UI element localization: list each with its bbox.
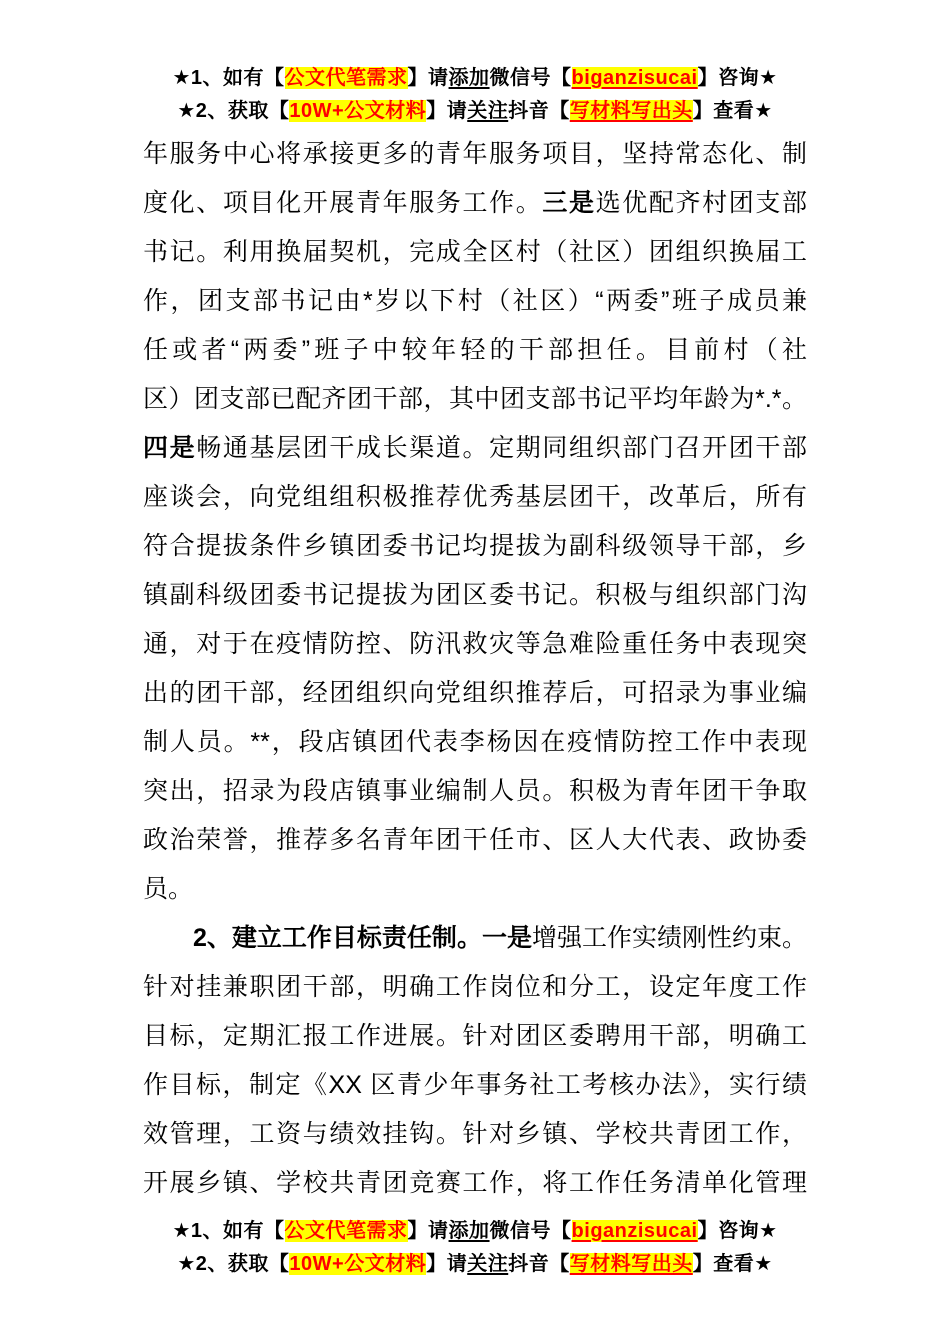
text-segment: 】查看★ <box>692 100 773 122</box>
body-text-line <box>143 816 807 865</box>
body-text-line <box>143 1110 807 1159</box>
text-segment: 制人员。**，段店镇团代表李杨因在疫情防控工作中表现 <box>143 728 807 756</box>
text-segment: 开展乡镇、学校共青团竞赛工作，将工作任务清单化管理 <box>143 1169 807 1197</box>
text-segment: 】请 <box>407 1220 449 1242</box>
text-segment: 关注 <box>467 1253 509 1275</box>
text-segment: 】请 <box>407 67 449 89</box>
text-segment: 作目标，制定《XX 区青少年事务社工考核办法》，实行绩 <box>143 1071 807 1099</box>
text-segment: 度化、项目化开展青年服务工作。 <box>143 189 543 217</box>
page-footer <box>0 1215 950 1281</box>
body-text-line <box>143 914 807 963</box>
text-segment: 区）团支部已配齐团干部，其中团支部书记平均年龄为*.*。 <box>143 385 807 413</box>
text-segment: 微信号【 <box>489 67 572 89</box>
body-text-line <box>143 522 807 571</box>
body-text-line <box>143 718 807 767</box>
text-segment: 添加 <box>448 67 490 89</box>
highlighted-text-segment: 10W+公文材料 <box>289 1253 427 1275</box>
text-segment: ★1、如有【 <box>172 67 285 89</box>
body-text-line <box>143 375 807 424</box>
body-text-line <box>143 277 807 326</box>
text-segment: 】请 <box>426 1253 468 1275</box>
highlighted-text-segment: biganzisucai <box>571 1220 698 1242</box>
text-segment: 】查看★ <box>692 1253 773 1275</box>
text-segment: 符合提拔条件乡镇团委书记均提拔为副科级领导干部，乡 <box>143 532 807 560</box>
highlighted-text-segment: 写材料写出头 <box>569 1253 693 1275</box>
document-body <box>143 130 807 1208</box>
body-text-line <box>143 130 807 179</box>
text-segment: 员。 <box>143 875 194 903</box>
body-text-line <box>143 571 807 620</box>
page-header <box>0 62 950 128</box>
text-segment: 畅通基层团干成长渠道。定期同组织部门召开团干部 <box>196 434 807 462</box>
text-segment: 镇副科级团委书记提拔为团区委书记。积极与组织部门沟 <box>143 581 807 609</box>
text-segment: 微信号【 <box>489 1220 572 1242</box>
text-segment: 目标，定期汇报工作进展。针对团区委聘用干部，明确工 <box>143 1022 807 1050</box>
header-line <box>0 95 950 128</box>
header-line <box>0 62 950 95</box>
text-segment: 关注 <box>467 100 509 122</box>
text-segment: 】请 <box>426 100 468 122</box>
text-segment: 突出，招录为段店镇事业编制人员。积极为青年团干争取 <box>143 777 807 805</box>
text-segment: 年服务中心将承接更多的青年服务项目，坚持常态化、制 <box>143 140 807 168</box>
body-text-line <box>143 963 807 1012</box>
text-segment: 抖音【 <box>508 1253 570 1275</box>
text-segment: 四是 <box>143 434 197 462</box>
highlighted-text-segment: 公文代笔需求 <box>284 1220 408 1242</box>
highlighted-text-segment: 写材料写出头 <box>569 100 693 122</box>
text-segment: 抖音【 <box>508 100 570 122</box>
text-segment: 三是 <box>542 189 596 217</box>
body-text-line <box>143 179 807 228</box>
text-segment: 书记。利用换届契机，完成全区村（社区）团组织换届工 <box>143 238 807 266</box>
text-segment: 添加 <box>448 1220 490 1242</box>
footer-line <box>0 1215 950 1248</box>
body-text-line <box>143 1061 807 1110</box>
highlighted-text-segment: biganzisucai <box>571 67 698 89</box>
text-segment: 针对挂兼职团干部，明确工作岗位和分工，设定年度工作 <box>143 973 807 1001</box>
body-text-line <box>143 669 807 718</box>
body-text-line <box>143 424 807 473</box>
text-segment: 】咨询★ <box>697 67 778 89</box>
text-segment: 座谈会，向党组组积极推荐优秀基层团干，改革后，所有 <box>143 483 807 511</box>
text-segment: ★2、获取【 <box>177 100 290 122</box>
body-text-line <box>143 1159 807 1208</box>
body-text-line <box>143 767 807 816</box>
text-segment: 选优配齐村团支部 <box>595 189 807 217</box>
highlighted-text-segment: 10W+公文材料 <box>289 100 427 122</box>
text-segment: 政治荣誉，推荐多名青年团干任市、区人大代表、政协委 <box>143 826 807 854</box>
highlighted-text-segment: 公文代笔需求 <box>284 67 408 89</box>
body-text-line <box>143 473 807 522</box>
text-segment: 2、建立工作目标责任制。一是 <box>193 924 532 952</box>
text-segment: 增强工作实绩刚性约束。 <box>531 924 807 952</box>
text-segment: 效管理，工资与绩效挂钩。针对乡镇、学校共青团工作， <box>143 1120 807 1148</box>
body-text-line <box>143 228 807 277</box>
text-segment: 通，对于在疫情防控、防汛救灾等急难险重任务中表现突 <box>143 630 807 658</box>
body-text-line <box>143 326 807 375</box>
body-text-line <box>143 620 807 669</box>
text-segment: ★1、如有【 <box>172 1220 285 1242</box>
footer-line <box>0 1248 950 1281</box>
body-text-line <box>143 865 807 914</box>
text-segment: ★2、获取【 <box>177 1253 290 1275</box>
text-segment: 作，团支部书记由*岁以下村（社区）“两委”班子成员兼 <box>143 287 807 315</box>
body-text-line <box>143 1012 807 1061</box>
text-segment: 出的团干部，经团组织向党组织推荐后，可招录为事业编 <box>143 679 807 707</box>
text-segment: 】咨询★ <box>697 1220 778 1242</box>
text-segment: 任或者“两委”班子中较年轻的干部担任。目前村（社 <box>143 336 807 364</box>
